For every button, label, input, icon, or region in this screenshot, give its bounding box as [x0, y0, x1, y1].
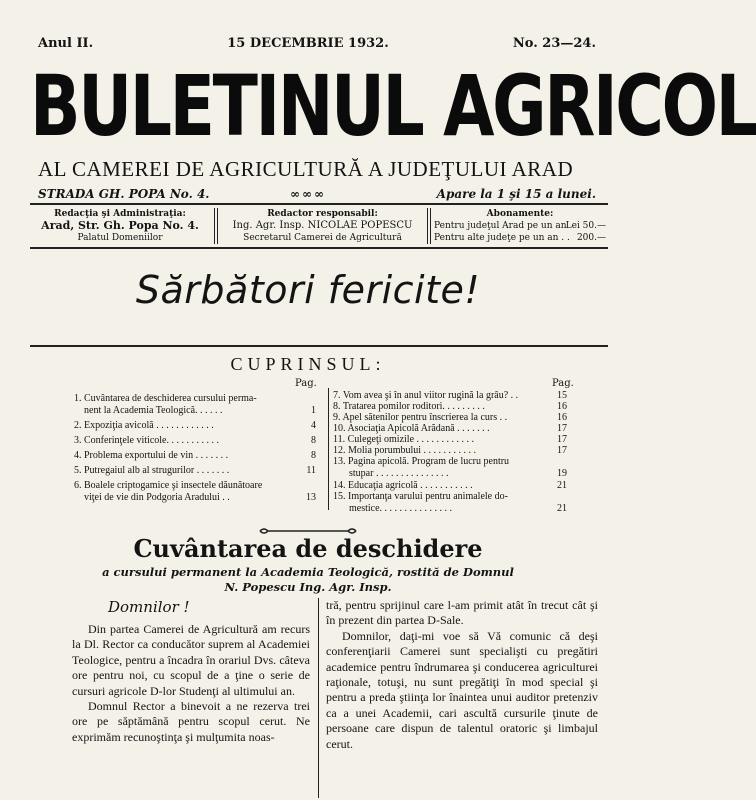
issue-number: No. 23—24.	[512, 36, 596, 51]
article-subtitle	[0, 565, 616, 595]
subscription-line1-label: Pentru judeţul Arad pe un an	[434, 221, 567, 231]
toc-text: 13. Pagina apicolă. Program de lucru pentru	[333, 456, 510, 467]
admin-box	[30, 208, 210, 244]
subscription-price2: 200.—	[576, 233, 606, 243]
toc-text: 12. Molia porumbului . . . . . . . . . . .	[333, 445, 477, 456]
editor-role: Secretarul Camerei de Agricultură	[243, 233, 402, 243]
contents-right-column	[333, 390, 578, 514]
admin-building: Palatul Domeniilor	[77, 233, 163, 243]
header-rule-top	[30, 203, 608, 205]
toc-text: 15. Importanţa varului pentru animalele do-	[333, 491, 508, 502]
toc-text: 7. Vom avea şi în anul viitor rugină la grâu? . .	[333, 390, 519, 401]
toc-page: 8	[311, 435, 316, 446]
admin-title: Redacţia şi Administraţia:	[54, 209, 186, 219]
toc-text: 11. Culegeţi omizile . . . . . . . . . . . .	[333, 434, 475, 445]
contents-divider	[328, 388, 329, 510]
column-divider	[318, 598, 319, 798]
toc-item-1[interactable]	[74, 393, 257, 417]
masthead-subtitle: AL CAMEREI DE AGRICULTURĂ A JUDEŢULUI ARAD	[38, 157, 574, 181]
toc-text: 4. Problema exportului de vin . . . . . . .	[74, 450, 229, 461]
toc-text: 5. Putregaiul alb al strugurilor . . . . . . .	[74, 465, 230, 476]
toc-page: 17	[557, 434, 567, 445]
toc-item-2[interactable]	[74, 420, 214, 432]
pag-label-right: Pag.	[552, 378, 574, 389]
contents-title: CUPRINSUL:	[230, 354, 386, 374]
editor-name: Ing. Agr. Insp. NICOLAE POPESCU	[232, 220, 413, 231]
subscription-line2	[434, 232, 606, 244]
toc-page: 1	[311, 405, 316, 416]
toc-item-3[interactable]	[74, 435, 219, 447]
toc-text: viţei de vie din Podgoria Aradului . .	[84, 491, 230, 503]
toc-text: mestice. . . . . . . . . . . . . . .	[349, 502, 453, 514]
toc-page: 17	[557, 423, 567, 434]
ornament-small: ∞∞∞	[290, 187, 326, 201]
admin-address: Arad, Str. Gh. Popa No. 4.	[41, 219, 199, 232]
issue-year: Anul II.	[38, 36, 94, 51]
toc-page: 13	[306, 492, 316, 503]
toc-text: 1. Cuvântarea de deschiderea cursului perma-	[74, 393, 257, 404]
subscription-box	[434, 208, 606, 244]
section-ornament	[258, 520, 358, 528]
article-subtitle-line2: N. Popescu Ing. Agr. Insp.	[224, 580, 392, 594]
toc-page: 15	[557, 390, 567, 401]
article-paragraph: tră, pentru sprijinul care l-am primit atât în trecut cât şi în prezent din partea D-Sale.	[326, 598, 598, 628]
editor-box	[220, 208, 425, 244]
article-left-column	[72, 622, 310, 745]
contents-left-column	[74, 393, 324, 503]
toc-text: 8. Tratarea pomilor roditori. . . . . . . . .	[333, 401, 485, 412]
toc-item-4[interactable]	[74, 450, 228, 462]
toc-page: 21	[557, 480, 567, 491]
info-divider-2b	[430, 208, 431, 244]
editor-title: Redactor responsabil:	[267, 209, 378, 219]
toc-page: 8	[311, 450, 316, 461]
address: STRADA GH. POPA No. 4.	[38, 187, 210, 201]
pag-label-left: Pag.	[295, 378, 317, 389]
info-divider-1	[214, 208, 215, 244]
toc-item-15[interactable]	[333, 491, 508, 515]
publication-schedule: Apare la 1 şi 15 a lunei.	[436, 187, 596, 201]
toc-text: 6. Boalele criptogamice şi insectele dăunătoare	[74, 480, 263, 491]
article-title: Cuvântarea de deschidere	[133, 534, 483, 563]
article-paragraph: Domnul Rector a binevoit a ne rezerva trei ore pe săptămână pentru scopul cerut. Ne exprimăm recunoştinţa şi mulţumita noas-	[72, 699, 310, 744]
banner-rule	[30, 345, 608, 347]
toc-item-5[interactable]	[74, 465, 229, 477]
issue-date: 15 DECEMBRIE 1932.	[227, 36, 389, 51]
toc-text: 2. Expoziţia avicolă . . . . . . . . . . . .	[74, 420, 214, 431]
toc-text: stupar . . . . . . . . . . . . . . .	[349, 467, 449, 479]
subscription-line2-label: Pentru alte judeţe pe un an . .	[434, 233, 570, 243]
toc-page: 21	[557, 503, 567, 514]
subscription-title: Abonamente:	[486, 209, 554, 219]
toc-page: 16	[557, 401, 567, 412]
article-salutation: Domnilor !	[108, 598, 190, 616]
header-rule-bottom	[30, 247, 608, 249]
toc-page: 11	[306, 465, 316, 476]
article-subtitle-line1: a cursului permanent la Academia Teologică, rostită de Domnul	[102, 565, 514, 579]
article-paragraph: Din partea Camerei de Agricultură am recurs la Dl. Rector ca conducător suprem al Academiei Teologice, pentru a încadra în orariul Dvs. câteva ore pentru noi, cu scopul de a ţine o serie de cursuri agricole D-lor Studenţi al ultimului an.	[72, 622, 310, 698]
toc-page: 19	[557, 468, 567, 479]
info-divider-1b	[217, 208, 218, 244]
toc-text: nent la Academia Teologică. . . . . .	[84, 404, 223, 416]
masthead-title: BULETINUL AGRICOL	[30, 57, 756, 155]
toc-page: 17	[557, 445, 567, 456]
toc-item-6[interactable]	[74, 480, 262, 504]
holiday-banner: Sărbători fericite!	[135, 268, 481, 312]
toc-text: 14. Educaţia agricolă . . . . . . . . . . .	[333, 480, 473, 491]
toc-page: 4	[311, 420, 316, 431]
toc-page: 16	[557, 412, 567, 423]
toc-text: 3. Conferinţele viticole. . . . . . . . . . .	[74, 435, 219, 446]
toc-text: 10. Asociaţia Apicolă Arădană . . . . . . .	[333, 423, 490, 434]
article-paragraph: Domnilor, daţi-mi voe să Vă comunic că deşi conferenţiarii Camerei sunt specialişti cu pregătiri academice pentru îndrumarea şi conducerea agriculturei raţionale, totuşi, nu sunt pregătiţi în mod special şi pentru a preda ştiinţa lor înaintea unui auditor pretenziv ca a unei Academii, cari ascultă cursurile ţinute de persoane care dispun de talentul oratoric şi limbajul cerut.	[326, 628, 598, 751]
toc-text: 9. Apel sătenilor pentru înscrierea la curs . .	[333, 412, 508, 423]
toc-item-13[interactable]	[333, 456, 509, 480]
info-divider-2	[427, 208, 428, 244]
article-right-column	[326, 598, 598, 752]
subscription-line1	[434, 220, 606, 232]
subscription-price1: Lei 50.—	[565, 221, 606, 231]
